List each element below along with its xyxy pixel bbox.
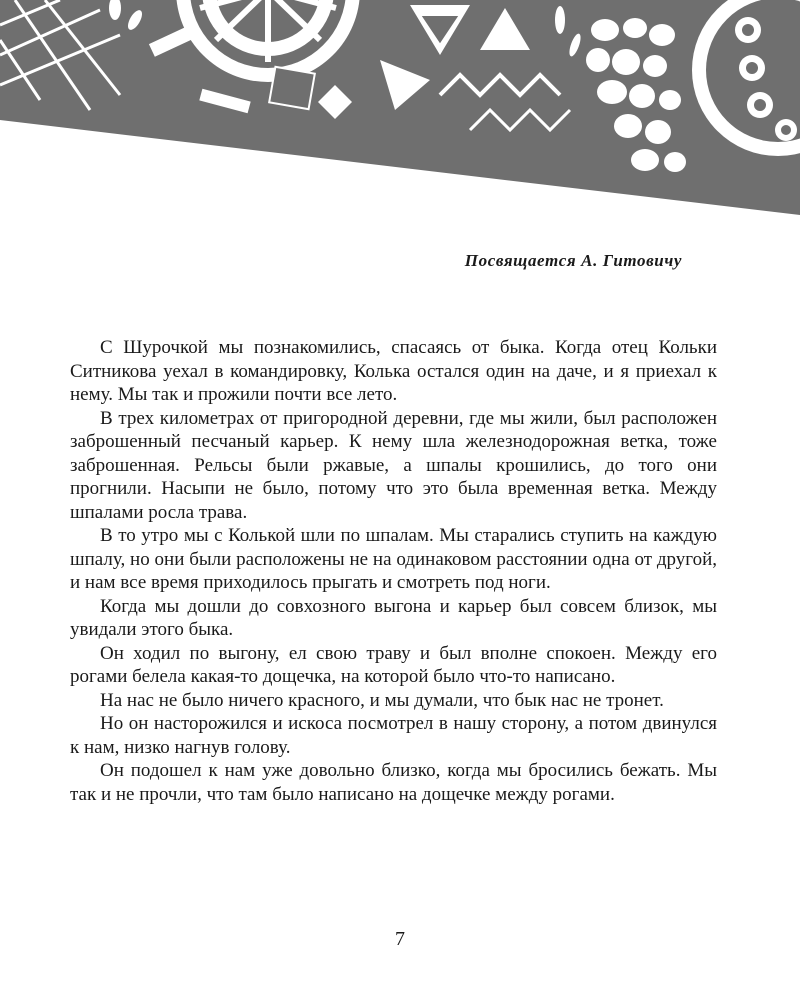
paragraph: Но он насторожился и искоса посмотрел в нашу сторону, а потом двинулся к нам, низко нагнув голову. <box>70 713 717 758</box>
dedication: Посвящается А. Гитовичу <box>464 251 682 270</box>
text-body <box>70 336 717 806</box>
paragraph: Он ходил по выгону, ел свою траву и был вполне спокоен. Между его рогами белела какая-то дощечка, на которой было что-то написано. <box>70 642 717 687</box>
paragraph: Когда мы дошли до совхозного выгона и карьер был совсем близок, мы увидали этого быка. <box>70 595 717 640</box>
paragraph: В трех километрах от пригородной деревни, где мы жили, был расположен заброшенный песчаный карьер. К нему шла железнодорожная ветка, тоже заброшенная. Рельсы были ржавые, а шпалы крошились, до того они прогнили. Насыпи не было, потому что это была временная ветка. Между шпалами росла трава. <box>70 407 717 523</box>
paragraph: С Шурочкой мы познакомились, спасаясь от быка. Когда отец Кольки Ситникова уехал в командировку, Колька остался один на даче, и я приехал к нему. Мы так и прожили почти все лето. <box>70 337 717 405</box>
paragraph: В то утро мы с Колькой шли по шпалам. Мы старались ступить на каждую шпалу, но они были расположены не на одинаковом расстоянии одна от другой, и нам все время приходилось прыгать и смотреть под ноги. <box>70 525 717 593</box>
page-number: 7 <box>395 928 405 950</box>
paragraph: На нас не было ничего красного, и мы думали, что бык нас не тронет. <box>100 689 664 711</box>
paragraph: Он подошел к нам уже довольно близко, когда мы бросились бежать. Мы так и не прочли, что там было написано на дощечке между рогами. <box>70 760 717 805</box>
decorative-ornament-header <box>0 0 800 215</box>
